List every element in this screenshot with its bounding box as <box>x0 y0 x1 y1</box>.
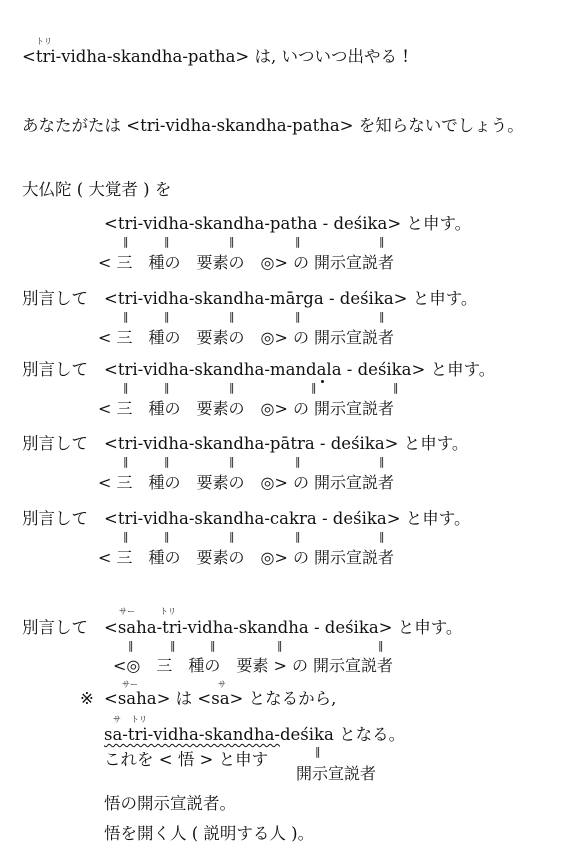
note-line-3-sub: 開示宣説者 <box>296 764 377 783</box>
ruby-note-sa2: サ <box>113 715 121 724</box>
note-line-3: これを < 悟 > と申す <box>104 750 269 769</box>
equals-mark: ‖ <box>164 310 170 323</box>
equals-mark: ‖ <box>379 235 385 248</box>
equals-mark: ‖ <box>210 639 216 652</box>
equals-mark: ‖ <box>379 530 385 543</box>
block-2-prefix: 別言して <box>22 289 88 308</box>
equals-mark: ‖ <box>295 310 301 323</box>
equals-mark: ‖ <box>229 530 235 543</box>
ruby-tri: トリ <box>160 607 176 616</box>
block-5-prefix: 別言して <box>22 509 88 528</box>
equals-mark: ‖ <box>295 530 301 543</box>
block-4-prefix: 別言して <box>22 434 88 453</box>
equals-mark: ‖ <box>164 455 170 468</box>
ruby-note-saha: サー <box>122 680 138 689</box>
equals-mark: ‖ <box>277 639 283 652</box>
note-line-2 <box>104 727 405 744</box>
equals-mark: ‖ <box>379 310 385 323</box>
block-1-main: <tri-vidha-skandha-patha - deśika> と申す。 <box>104 214 472 233</box>
block-3-main: <tri-vidha-skandha-mandala - deśika> と申す。 <box>104 360 496 379</box>
block-5-sub: < 三 種の 要素の ◎> の 開示宣説者 <box>98 548 395 567</box>
equals-mark: ‖ <box>164 235 170 248</box>
heading-line-1: <tri-vidha-skandha-patha> は, いついつ出やる ! <box>22 47 409 66</box>
note-underlined-term: sa-tri-vidha-skandha- <box>104 725 280 744</box>
ruby-note-sa: サ <box>218 680 226 689</box>
saha-block-sub: <◎ 三 種の 要素 > の 開示宣説者 <box>113 656 394 675</box>
equals-mark: ‖ <box>378 639 384 652</box>
equals-mark: ‖ <box>393 381 399 394</box>
ruby-saha: サー <box>119 607 135 616</box>
equals-mark: ‖ <box>164 530 170 543</box>
text-line-2: あなたがたは <tri-vidha-skandha-patha> を知らないでしょう。 <box>22 116 524 135</box>
text-line-3: 大仏陀 ( 大覚者 ) を <box>22 180 172 199</box>
equals-mark: ‖ <box>123 381 129 394</box>
final-line-2: 悟を開く人 ( 説明する人 )。 <box>104 824 315 843</box>
note-line-1: <saha> は <sa> となるから, <box>104 689 337 708</box>
underdot-n <box>321 380 324 383</box>
equals-mark: ‖ <box>379 455 385 468</box>
block-4-main: <tri-vidha-skandha-pātra - deśika> と申す。 <box>104 434 469 453</box>
equals-mark: ‖ <box>170 639 176 652</box>
equals-mark: ‖ <box>311 381 317 394</box>
saha-block-main: <saha-tri-vidha-skandha - deśika> と申す。 <box>104 618 463 637</box>
equals-mark: ‖ <box>123 530 129 543</box>
block-4-sub: < 三 種の 要素の ◎> の 開示宣説者 <box>98 473 395 492</box>
note-mark: ※ <box>80 689 94 708</box>
equals-mark: ‖ <box>123 235 129 248</box>
equals-mark: ‖ <box>123 455 129 468</box>
block-3-sub: < 三 種の 要素の ◎> の 開示宣説者 <box>98 399 395 418</box>
equals-mark: ‖ <box>164 381 170 394</box>
block-3-prefix: 別言して <box>22 360 88 379</box>
equals-mark: ‖ <box>123 310 129 323</box>
equals-mark: ‖ <box>128 639 134 652</box>
equals-mark: ‖ <box>229 381 235 394</box>
equals-mark: ‖ <box>295 235 301 248</box>
saha-block-prefix: 別言して <box>22 618 88 637</box>
equals-mark: ‖ <box>229 310 235 323</box>
note-line-2-rest: deśika となる。 <box>279 725 406 744</box>
block-2-sub: < 三 種の 要素の ◎> の 開示宣説者 <box>98 328 395 347</box>
block-1-sub: < 三 種の 要素の ◎> の 開示宣説者 <box>98 253 395 272</box>
final-line-1: 悟の開示宣説者。 <box>104 794 236 813</box>
equals-mark: ‖ <box>229 455 235 468</box>
ruby-tri-line1: トリ <box>36 37 52 46</box>
block-2-main: <tri-vidha-skandha-mārga - deśika> と申す。 <box>104 289 478 308</box>
ruby-note-tri2: トリ <box>131 715 147 724</box>
block-5-main: <tri-vidha-skandha-cakra - deśika> と申す。 <box>104 509 471 528</box>
equals-mark: ‖ <box>315 745 321 758</box>
equals-mark: ‖ <box>229 235 235 248</box>
equals-mark: ‖ <box>295 455 301 468</box>
